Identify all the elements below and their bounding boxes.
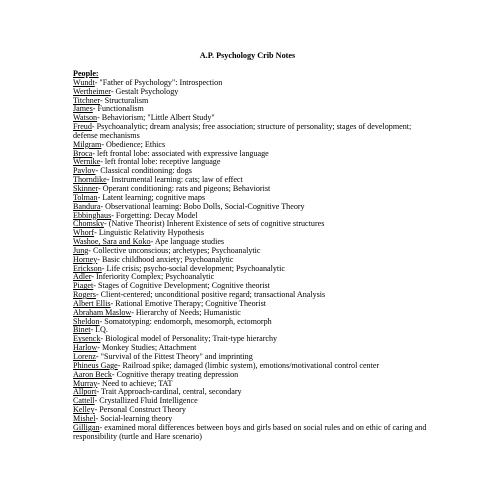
person-description: - Somatotyping: endomorph, mesomorph, ectomorph xyxy=(99,316,272,326)
person-description: - Railroad spike; damaged (limbic system), emotions/motivational control center xyxy=(117,360,380,370)
person-description: - examined moral differences between boys and girls based on social rules and on ethic of caring and responsibility (turtle and Hare scenario) xyxy=(73,422,427,441)
person-description: - Life crisis; psycho-social development; Psychoanalytic xyxy=(101,263,285,273)
person-description: - Rational Emotive Therapy; Cognitive Theorist xyxy=(110,298,267,308)
person-name: Erickson xyxy=(73,263,102,273)
person-name: Jung xyxy=(73,245,89,255)
person-name: Wernike xyxy=(73,157,101,167)
person-description: - Ape language studies xyxy=(150,237,225,247)
person-description: - Behaviorism; "Little Albert Study" xyxy=(97,113,215,123)
person-description: - Inferiority Complex; Psychoanalytic xyxy=(91,272,215,282)
person-name: Murray xyxy=(73,378,98,388)
person-description: - Hierarchy of Needs; Humanistic xyxy=(131,307,241,317)
person-description: - Linguistic Relativity Hypothesis xyxy=(94,228,205,238)
person-description: - I.Q. xyxy=(90,325,108,335)
person-description: - Classical conditioning: dogs xyxy=(95,166,192,176)
person-name: Chomsky xyxy=(73,219,105,229)
person-name: Eysenck xyxy=(73,334,101,344)
crib-notes-body xyxy=(73,70,428,441)
person-name: Albert Ellis xyxy=(73,298,111,308)
person-description: - Personal Construct Theory xyxy=(94,405,186,415)
person-name: James xyxy=(73,104,93,114)
list-item xyxy=(73,123,428,141)
person-name: Wertheimer xyxy=(73,86,111,96)
person-name: Mishel xyxy=(73,413,96,423)
person-name: Harlow xyxy=(73,343,98,353)
person-name: Aaron Beck xyxy=(73,369,112,379)
list-item xyxy=(73,424,428,442)
person-name: Milgram xyxy=(73,139,102,149)
person-name: Piaget xyxy=(73,281,94,291)
person-description: - Crystallized Fluid Intelligence xyxy=(94,396,198,406)
person-description: - left frontal lobe: associated with expressive language xyxy=(92,148,269,158)
list-item xyxy=(73,318,428,327)
document-title: A.P. Psychology Crib Notes xyxy=(199,51,296,60)
person-name: Horney xyxy=(73,254,98,264)
person-description: - Basic childhood anxiety; Psychoanalytic xyxy=(97,254,234,264)
person-name: Washoe, Sara and Koko xyxy=(73,237,151,247)
person-description: - Social-learning theory xyxy=(95,413,173,423)
person-description: - Trait Approach-cardinal, central, secondary xyxy=(96,387,242,397)
person-name: Phineus Gage xyxy=(73,360,118,370)
person-description: - "Father of Psychology": Introspection xyxy=(94,77,223,87)
person-description: - Instrumental learning: cats; law of effect xyxy=(106,175,243,185)
person-description: - Stages of Cognitive Development; Cognitive theorist xyxy=(93,281,270,291)
person-name: Kelley xyxy=(73,405,95,415)
person-description: - Psychoanalytic; dream analysis; free association; structure of personality; stages of development; defense mechanisms xyxy=(73,122,412,140)
person-description: - Collective unconscious; archetypes; Psychoanalytic xyxy=(88,245,261,255)
person-name: Thorndike xyxy=(73,175,107,185)
person-name: Whorf xyxy=(73,228,95,238)
person-description: - Forgetting: Decay Model xyxy=(111,210,198,220)
person-description: - (Native Theorist) Inherent Existence of sets of cognitive structures xyxy=(104,219,325,229)
person-name: Wundt xyxy=(73,77,95,87)
person-description: - Cognitive therapy treating depression xyxy=(111,369,239,379)
person-name: Cattell xyxy=(73,396,95,406)
person-description: - Monkey Studies; Attachment xyxy=(97,343,197,353)
person-description: - Gestalt Psychology xyxy=(110,86,179,96)
person-name: Bandura xyxy=(73,201,101,211)
person-name: Pavlov xyxy=(73,166,96,176)
people-list xyxy=(73,79,428,442)
person-name: Binet xyxy=(73,325,91,335)
person-description: - Client-centered; unconditional positive regard; transactional Analysis xyxy=(95,290,326,300)
person-name: Tolman xyxy=(73,192,98,202)
person-name: Gilligan xyxy=(73,422,100,432)
person-name: Freud xyxy=(73,122,92,132)
person-name: Lorenz xyxy=(73,352,96,361)
person-description: - Operant conditioning: rats and pigeons; Behaviorist xyxy=(98,183,271,193)
person-description: - Need to achieve; TAT xyxy=(97,378,173,388)
person-name: Titchner xyxy=(73,95,100,105)
section-heading-people: People: xyxy=(73,69,99,78)
person-name: Abraham Maslow xyxy=(73,307,132,317)
person-name: Watson xyxy=(73,113,98,123)
person-description: - "Survival of the Fittest Theory" and imprinting xyxy=(95,352,253,361)
person-description: - Observational learning: Bobo Dolls, Social-Cognitive Theory xyxy=(100,201,305,211)
person-description: - Structuralism xyxy=(99,95,149,105)
person-name: Sheldon xyxy=(73,316,100,326)
person-name: Adler xyxy=(73,272,92,282)
person-description: - Latent learning; cognitive maps xyxy=(97,192,206,202)
person-name: Broca xyxy=(73,148,93,158)
person-name: Rogers xyxy=(73,290,96,300)
person-name: Skinner xyxy=(73,183,99,193)
person-name: Allport xyxy=(73,387,97,397)
person-description: - Biological model of Personality; Trait-type hierarchy xyxy=(100,334,278,344)
person-name: Ebbinghaus xyxy=(73,210,112,220)
person-description: - Functionalism xyxy=(92,104,144,114)
person-description: - left frontal lobe: receptive language xyxy=(100,157,221,167)
person-description: - Obedience; Ethics xyxy=(101,139,166,149)
